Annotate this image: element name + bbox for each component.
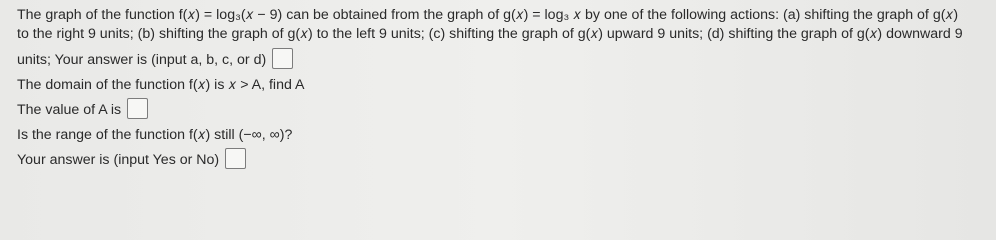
question2-answer-input[interactable] bbox=[127, 98, 148, 119]
question2-answer-label: The value of A is bbox=[17, 102, 122, 118]
question3-answer-input[interactable] bbox=[225, 148, 246, 169]
question3-prompt: Is the range of the function f(𝑥) still (−∞, ∞)? bbox=[17, 127, 293, 143]
question2-answer-row bbox=[17, 98, 148, 119]
question1-answer-label: units; Your answer is (input a, b, c, or d) bbox=[17, 52, 267, 68]
question1-line2: to the right 9 units; (b) shifting the graph of g(𝑥) to the left 9 units; (c) shifting the graph of g(𝑥) upward 9 units; (d) shifting the graph of g(𝑥) downward 9 bbox=[17, 26, 963, 42]
question1-line1: The graph of the function f(𝑥) = log₃(𝑥 − 9) can be obtained from the graph of g(𝑥) = log₃ 𝑥 by one of the following actions: (a) shifting the graph of g(𝑥) bbox=[17, 7, 959, 23]
question1-answer-input[interactable] bbox=[272, 48, 293, 69]
question2-prompt: The domain of the function f(𝑥) is 𝑥 > A, find A bbox=[17, 77, 305, 93]
question3-answer-row bbox=[17, 148, 246, 169]
question1-line3 bbox=[17, 48, 293, 69]
question3-answer-label: Your answer is (input Yes or No) bbox=[17, 152, 220, 168]
